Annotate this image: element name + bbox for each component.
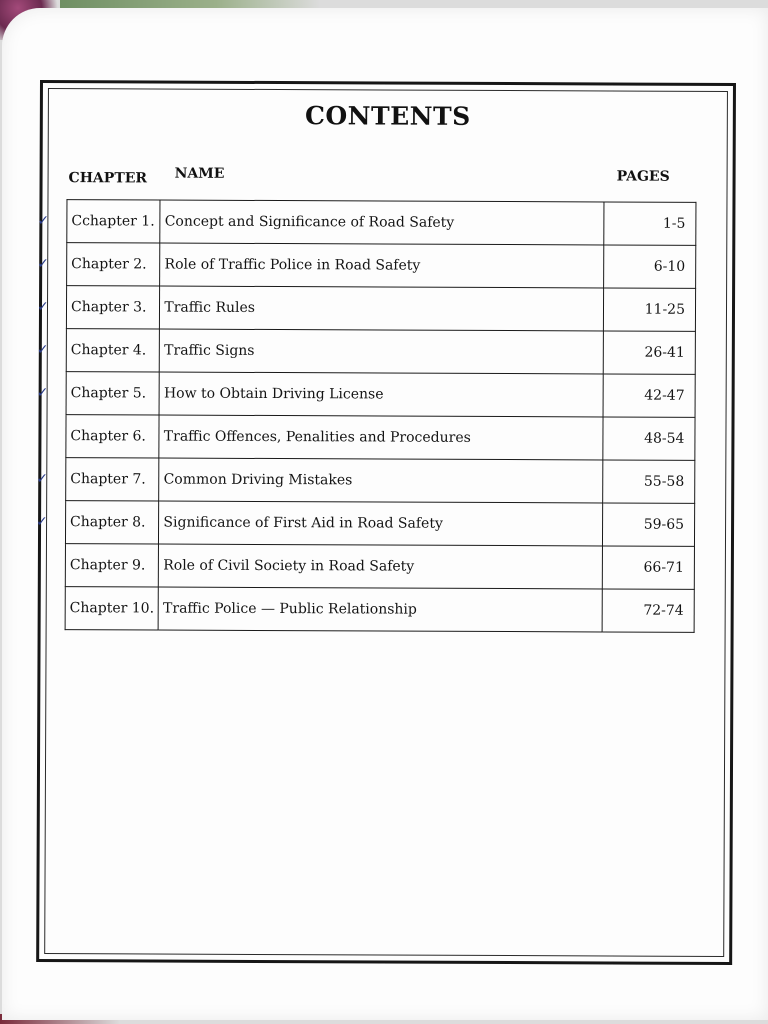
chapter-number-cell (37, 243, 161, 286)
chapter-pages: 72-74 (602, 589, 694, 632)
table-row (67, 200, 696, 246)
chapter-number-cell (65, 544, 159, 587)
check-mark-icon: ✓ (36, 341, 49, 359)
chapter-number-cell (36, 372, 160, 415)
table-row (66, 372, 695, 418)
chapter-number: Chapter 3. (70, 299, 147, 316)
chapter-number-cell (36, 329, 160, 372)
chapter-pages: 59-65 (603, 503, 695, 546)
chapter-pages: 6-10 (604, 245, 696, 288)
chapter-number: Chapter 4. (70, 342, 147, 359)
contents-table-body (36, 200, 696, 633)
table-row (65, 501, 694, 547)
table-row (66, 329, 695, 375)
chapter-number: Cchapter 1. (71, 213, 155, 230)
chapter-number-cell (36, 501, 159, 544)
check-mark-icon: ✓ (36, 298, 49, 316)
chapter-pages: 42-47 (603, 374, 695, 417)
check-mark-icon: ✓ (37, 255, 49, 273)
chapter-pages: 26-41 (603, 331, 695, 374)
chapter-number-cell (36, 286, 160, 329)
table-row (66, 286, 695, 332)
table-row (66, 415, 695, 461)
contents-table (36, 199, 697, 633)
chapter-number-cell (65, 587, 159, 630)
page-title: CONTENTS (304, 101, 471, 131)
table-row (66, 458, 695, 504)
check-mark-icon: ✓ (36, 513, 48, 531)
chapter-name: Traffic Rules (160, 286, 604, 331)
chapter-name: Role of Traffic Police in Road Safety (160, 243, 604, 288)
chapter-pages: 11-25 (604, 288, 696, 331)
table-row (65, 587, 694, 633)
chapter-number: Chapter 10. (69, 600, 155, 617)
chapter-pages: 1-5 (604, 202, 696, 245)
table-row (65, 544, 694, 590)
column-header-name: NAME (174, 165, 225, 182)
chapter-number-cell (36, 458, 160, 501)
book-page (2, 8, 768, 1020)
chapter-pages: 66-71 (602, 546, 694, 589)
chapter-number: Chapter 9. (69, 557, 146, 574)
chapter-name: How to Obtain Driving License (159, 372, 603, 417)
chapter-pages: 55-58 (603, 460, 695, 503)
chapter-number: Chapter 2. (71, 256, 147, 273)
page-border-outer (36, 80, 736, 965)
check-mark-icon: ✓ (37, 212, 50, 230)
chapter-number-cell (66, 415, 160, 458)
chapter-pages: 48-54 (603, 417, 695, 460)
table-row (67, 243, 696, 289)
chapter-name: Concept and Significance of Road Safety (160, 200, 604, 245)
chapter-name: Role of Civil Society in Road Safety (159, 544, 603, 589)
chapter-name: Significance of First Aid in Road Safety (159, 501, 603, 546)
chapter-name: Traffic Police — Public Relationship (158, 587, 602, 632)
chapter-name: Common Driving Mistakes (159, 458, 603, 503)
chapter-number: Chapter 5. (70, 385, 147, 402)
chapter-name: Traffic Signs (160, 329, 604, 374)
check-mark-icon: ✓ (36, 384, 49, 402)
chapter-name: Traffic Offences, Penalities and Procedures (159, 415, 603, 460)
column-header-pages: PAGES (616, 168, 670, 185)
chapter-number-cell (37, 200, 161, 243)
column-header-chapter: CHAPTER (68, 170, 148, 187)
chapter-number: Chapter 8. (70, 514, 146, 531)
check-mark-icon: ✓ (36, 470, 49, 488)
chapter-number: Chapter 7. (70, 471, 146, 488)
chapter-number: Chapter 6. (70, 428, 146, 445)
